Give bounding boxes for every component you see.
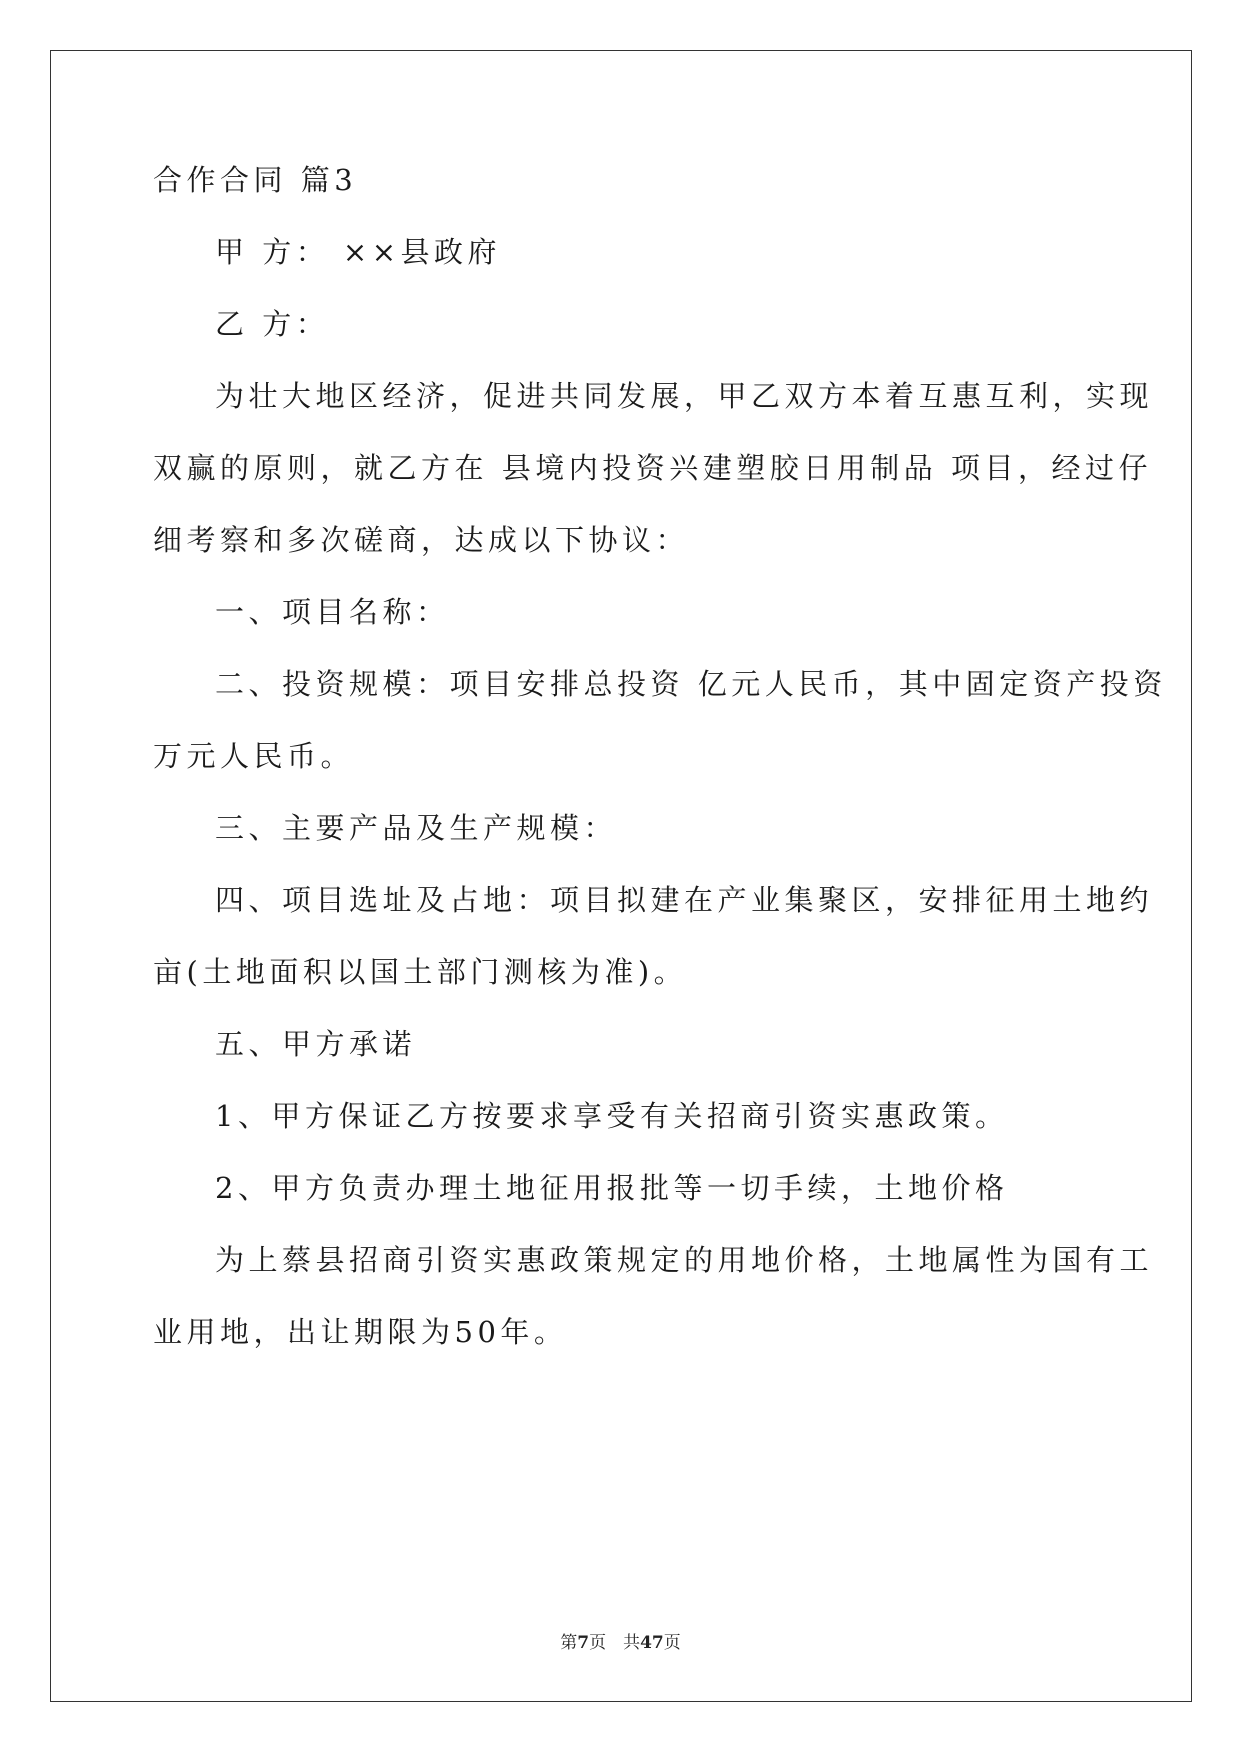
page-footer [0, 1628, 1241, 1653]
commitment-item-2: 2、甲方负责办理土地征用报批等一切手续，土地价格 [215, 1171, 1009, 1205]
clause-investment-line-2: 万元人民币。 [153, 739, 355, 773]
clause-products: 三、主要产品及生产规模： [215, 811, 618, 845]
clause-party-a-commitment: 五、甲方承诺 [215, 1027, 417, 1061]
clause-site-line-2: 亩(土地面积以国土部门测核为准)。 [153, 955, 688, 989]
footer-prefix: 第 [560, 1633, 578, 1653]
clause-site-line-1: 四、项目选址及占地：项目拟建在产业集聚区，安排征用土地约 [215, 883, 1154, 917]
party-b-line: 乙 方： [215, 307, 330, 341]
footer-suffix: 页 [663, 1633, 681, 1653]
footer-total-pages: 47 [640, 1633, 664, 1653]
clause-project-name: 一、项目名称： [215, 595, 450, 629]
commitment-item-1: 1、甲方保证乙方按要求享受有关招商引资实惠政策。 [215, 1099, 1009, 1133]
preamble-line-3: 细考察和多次磋商，达成以下协议： [153, 523, 690, 557]
preamble-line-1: 为壮大地区经济，促进共同发展，甲乙双方本着互惠互利，实现 [215, 379, 1154, 413]
page-border [50, 50, 1192, 1702]
party-a-line: 甲 方： ××县政府 [215, 235, 502, 269]
document-heading: 合作合同 篇3 [153, 163, 358, 197]
clause-investment-line-1: 二、投资规模：项目安排总投资 亿元人民币，其中固定资产投资 [215, 667, 1167, 701]
commitment-item-2-cont-line-2: 业用地，出让期限为50年。 [153, 1315, 568, 1349]
preamble-line-2: 双赢的原则，就乙方在 县境内投资兴建塑胶日用制品 项目，经过仔 [153, 451, 1152, 485]
commitment-item-2-cont-line-1: 为上蔡县招商引资实惠政策规定的用地价格，土地属性为国有工 [215, 1243, 1154, 1277]
footer-page-number: 7 [577, 1633, 590, 1653]
footer-mid: 页 共 [589, 1633, 641, 1653]
